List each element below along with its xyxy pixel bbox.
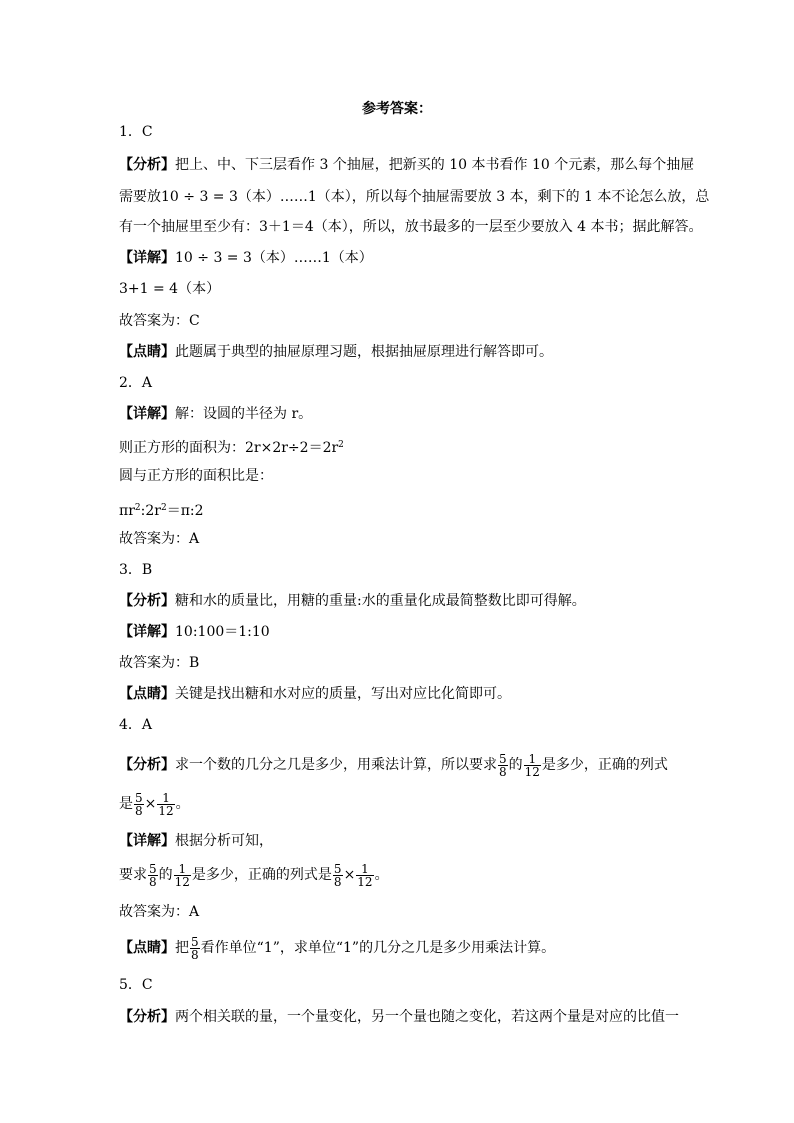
analysis-tag: 【分析】 <box>119 593 175 609</box>
detail-text: 10 ÷ 3 = 3（本）……1（本） <box>175 250 373 266</box>
superscript: 2 <box>338 440 344 450</box>
q2-answer: 故答案为：A <box>119 531 200 547</box>
q1-analysis-line-3: 有一个抽屉里至少有：3＋1＝4（本），所以，放书最多的一层至少要放入 4 本书；据此解答。 <box>119 219 703 235</box>
fraction-one-twelfth: $\frac{1}{12}$ <box>357 861 373 889</box>
comment-tag: 【点睛】 <box>119 686 175 702</box>
fraction-five-eighths: $\frac{5}{8}$ <box>333 861 342 889</box>
detail-tag: 【详解】 <box>119 833 175 849</box>
detail-text: 则正方形的面积为：2r×2r÷2＝2r <box>119 440 339 456</box>
q4-comment <box>119 934 555 962</box>
comment-text: 关键是找出糖和水对应的质量，写出对应比化简即可。 <box>175 686 511 702</box>
detail-text: 的 <box>158 867 173 883</box>
detail-text: πr <box>119 503 135 519</box>
analysis-text: 是 <box>119 796 133 812</box>
detail-text: ＝π:2 <box>166 503 204 519</box>
q5-number: 5．C <box>119 977 153 993</box>
q4-analysis-line-1 <box>119 751 668 779</box>
analysis-tag: 【分析】 <box>119 757 175 773</box>
detail-text: 要求 <box>119 867 147 883</box>
q4-answer: 故答案为：A <box>119 904 200 920</box>
comment-text: 看作单位“1”，求单位“1”的几分之几是多少用乘法计算。 <box>200 940 556 956</box>
q1-answer: 故答案为：C <box>119 313 200 329</box>
q2-detail-line-1 <box>119 404 312 424</box>
analysis-text: 的 <box>508 757 523 773</box>
q1-comment <box>119 342 553 362</box>
analysis-tag: 【分析】 <box>119 157 175 173</box>
analysis-text: 两个相关联的量，一个量变化，另一个量也随之变化，若这两个量是对应的比值一 <box>175 1009 679 1025</box>
fraction-five-eighths: $\frac{5}{8}$ <box>149 861 157 889</box>
fraction-five-eighths: $\frac{5}{8}$ <box>499 751 507 779</box>
superscript: 2 <box>134 503 141 513</box>
q2-detail-line-2 <box>119 435 344 458</box>
detail-text: 10:100＝1:10 <box>175 624 270 640</box>
times-sign: × <box>144 796 157 812</box>
q3-detail <box>119 622 270 642</box>
q5-analysis-line-1 <box>119 1007 679 1027</box>
comment-tag: 【点睛】 <box>119 940 175 956</box>
period: 。 <box>374 867 389 883</box>
q1-number: 1．C <box>119 124 153 140</box>
fraction-one-twelfth: $\frac{1}{12}$ <box>158 790 174 818</box>
detail-tag: 【详解】 <box>119 250 175 266</box>
fraction-five-eighths: $\frac{5}{8}$ <box>191 934 199 962</box>
fraction-one-twelfth: $\frac{1}{12}$ <box>174 861 190 889</box>
q4-number: 4．A <box>119 717 153 733</box>
detail-tag: 【详解】 <box>119 624 175 640</box>
q2-detail-line-4 <box>119 498 204 521</box>
comment-tag: 【点睛】 <box>119 344 175 360</box>
period: 。 <box>175 796 190 812</box>
detail-text: 根据分析可知， <box>175 833 273 849</box>
analysis-tag: 【分析】 <box>119 1009 175 1025</box>
fraction-five-eighths: $\frac{5}{8}$ <box>135 790 143 818</box>
q2-detail-line-3: 圆与正方形的面积比是： <box>119 468 273 484</box>
q3-comment <box>119 684 511 704</box>
comment-text: 把 <box>175 940 189 956</box>
fraction-one-twelfth: $\frac{1}{12}$ <box>524 751 540 779</box>
q2-number: 2．A <box>119 375 153 391</box>
analysis-text: 求一个数的几分之几是多少，用乘法计算，所以要求 <box>175 757 497 773</box>
q3-number: 3．B <box>119 562 153 578</box>
q4-detail-line-1 <box>119 831 273 851</box>
analysis-text: 糖和水的质量比，用糖的重量:水的重量化成最简整数比即可得解。 <box>175 593 586 609</box>
comment-text: 此题属于典型的抽屉原理习题，根据抽屉原理进行解答即可。 <box>175 344 553 360</box>
page-title: 参考答案： <box>362 101 432 117</box>
q4-analysis-line-2 <box>119 790 190 818</box>
times-sign: × <box>343 867 356 883</box>
q1-analysis-line-1 <box>119 155 694 175</box>
analysis-text: 是多少，正确的列式 <box>541 757 668 773</box>
q1-detail-line-1 <box>119 248 373 268</box>
detail-text: 是多少，正确的列式是 <box>191 867 332 883</box>
analysis-text: 把上、中、下三层看作 3 个抽屉，把新买的 10 本书看作 10 个元素，那么每个抽屉 <box>175 157 695 173</box>
detail-tag: 【详解】 <box>119 406 175 422</box>
q1-analysis-line-2: 需要放10 ÷ 3 = 3（本）……1（本），所以每个抽屉需要放 3 本，剩下的 1 本不论怎么放，总 <box>119 189 710 205</box>
superscript: 2 <box>160 503 167 513</box>
q1-detail-line-2: 3+1 = 4（本） <box>119 281 221 297</box>
q3-answer: 故答案为：B <box>119 655 200 671</box>
q4-detail-line-2 <box>119 861 389 889</box>
detail-text: 解：设圆的半径为 r。 <box>175 406 313 422</box>
detail-text: :2r <box>140 503 161 519</box>
q3-analysis <box>119 591 586 611</box>
